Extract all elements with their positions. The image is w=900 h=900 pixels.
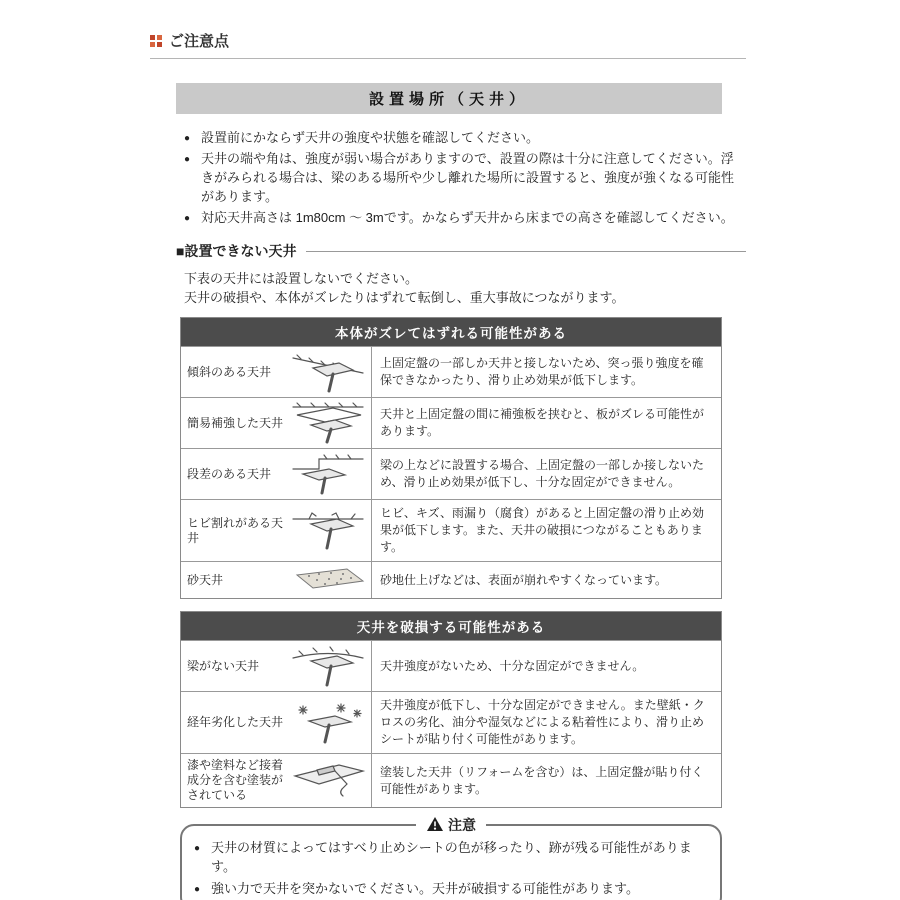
subsection-heading: [176, 241, 746, 261]
list-item: ● 天井の材質によってはすべり止めシートの色が移ったり、跡が残る可能性があります。: [194, 838, 708, 876]
precaution-list: [184, 128, 742, 227]
heading-rule: [306, 251, 746, 252]
row-label: 砂天井: [187, 572, 224, 587]
table-slip-risk: [180, 317, 722, 599]
page-content: [150, 30, 746, 900]
reinforced-ceiling-illustration: [289, 402, 367, 444]
intro-line: 下表の天井には設置しないでください。: [184, 271, 419, 286]
list-item: ● 設置前にかならず天井の強度や状態を確認してください。: [184, 128, 742, 147]
list-item: ● 天井の端や角は、強度が弱い場合がありますので、設置の際は十分に注意してください。浮きがみられる場合は、梁のある場所や少し離れた場所に設置すると、強度が強くなる可能性があります。: [184, 149, 742, 206]
stepped-ceiling-illustration: [289, 453, 367, 495]
row-description: 砂地仕上げなどは、表面が崩れやすくなっています。: [371, 562, 721, 598]
row-description: 塗装した天井（リフォームを含む）は、上固定盤が貼り付く可能性があります。: [371, 754, 721, 807]
warning-triangle-icon: [426, 816, 444, 835]
row-label: 簡易補強した天井: [187, 415, 284, 430]
row-description: 天井強度がないため、十分な固定ができません。: [371, 641, 721, 691]
list-item: ● 対応天井高さは 1m80cm ～ 3mです。かならず天井から床までの高さを確認してください。: [184, 208, 742, 227]
no-beam-ceiling-illustration: [289, 645, 367, 687]
painted-ceiling-illustration: [289, 760, 367, 802]
caution-list: [194, 838, 708, 898]
intro-line: 天井の破損や、本体がズレたりはずれて転倒し、重大事故につながります。: [184, 290, 625, 305]
table-row: [181, 397, 721, 448]
section-title-bar: 設置場所（天井）: [176, 83, 722, 114]
row-label: ヒビ割れがある天井: [187, 515, 284, 545]
row-description: ヒビ、キズ、雨漏り（腐食）があると上固定盤の滑り止め効果が低下します。また、天井の破損につながることもあります。: [371, 500, 721, 561]
caution-title: [416, 815, 486, 835]
row-label: 経年劣化した天井: [187, 715, 284, 729]
section-marker-icon: [150, 35, 162, 47]
slanted-ceiling-illustration: [289, 351, 367, 393]
cracked-ceiling-illustration: [289, 510, 367, 552]
table-row: [181, 448, 721, 499]
section-intro: [184, 269, 746, 307]
row-description: 上固定盤の一部しか天井と接しないため、突っ張り強度を確保できなかったり、滑り止め効果が低下します。: [371, 347, 721, 397]
table-row: [181, 346, 721, 397]
table-row: [181, 691, 721, 753]
table-row: [181, 499, 721, 561]
sand-ceiling-illustration: [289, 566, 367, 594]
page-header: [150, 30, 746, 59]
table-header: 本体がズレてはずれる可能性がある: [181, 318, 721, 346]
aged-ceiling-illustration: [289, 702, 367, 744]
row-description: 天井と上固定盤の間に補強板を挟むと、板がズレる可能性があります。: [371, 398, 721, 448]
row-label: 傾斜のある天井: [187, 364, 272, 379]
row-label: 梁がない天井: [187, 658, 260, 673]
subsection-heading-label: ■設置できない天井: [176, 243, 297, 259]
table-row: [181, 561, 721, 598]
row-label: 漆や塗料など接着成分を含む塗装がされている: [187, 758, 284, 802]
table-header: 天井を破損する可能性がある: [181, 612, 721, 640]
list-item: ● 強い力で天井を突かないでください。天井が破損する可能性があります。: [194, 879, 708, 898]
row-description: 梁の上などに設置する場合、上固定盤の一部しか接しないため、滑り止め効果が低下し、十分な固定ができません。: [371, 449, 721, 499]
table-row: [181, 640, 721, 691]
page-title: ご注意点: [169, 33, 230, 50]
row-label: 段差のある天井: [187, 466, 272, 481]
caution-title-label: 注意: [448, 817, 476, 833]
caution-box: [180, 817, 722, 900]
table-damage-risk: [180, 611, 722, 808]
table-row: [181, 753, 721, 807]
row-description: 天井強度が低下し、十分な固定ができません。また壁紙・クロスの劣化、油分や湿気などによる粘着性により、滑り止めシートが貼り付く可能性があります。: [371, 692, 721, 753]
